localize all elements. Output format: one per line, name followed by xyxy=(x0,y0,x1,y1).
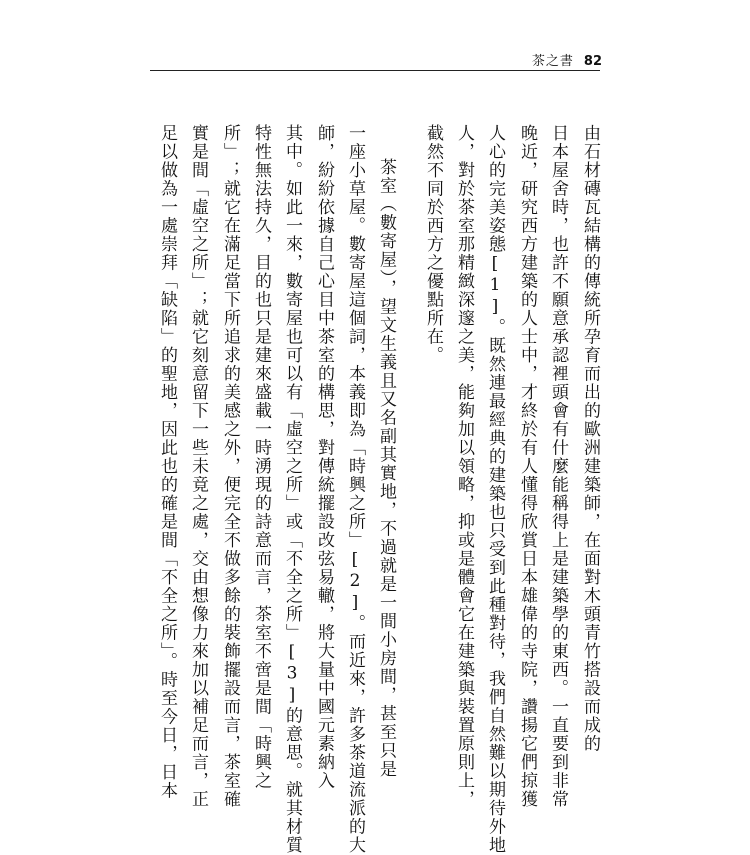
text-column-1: 由石材磚瓦結構的傳統所孕育而出的歐洲建築師，在面對木頭青竹搭設而成的 xyxy=(580,124,600,753)
text-column-6: 截然不同於西方之優點所在。 xyxy=(423,124,443,365)
text-column-3: 晚近，研究西方建築的人士中，才終於有人懂得欣賞日本雄偉的寺院，讚揚它們掠獲 xyxy=(517,124,537,809)
book-title: 茶之書 xyxy=(531,54,574,69)
text-column-13: 實是間「虛空之所」；就它刻意留下一些未竟之處，交由想像力來加以補足而言，正 xyxy=(188,124,208,809)
text-column-9: 師，紛紛依據自己心目中茶室的構思，對傳統擺設改弦易轍，將大量中國元素納入 xyxy=(314,124,334,790)
text-column-14: 足以做為一處崇拜「缺陷」的聖地，因此也的確是間「不全之所」。時至今日，日本 xyxy=(157,124,177,800)
text-column-8: 一座小草屋。數寄屋這個詞，本義即為「時興之所」[2]。而近來，許多茶道流派的大 xyxy=(345,124,365,855)
text-column-12: 所」；就它在滿足當下所追求的美感之外，便完全不做多餘的裝飾擺設而言，茶室確 xyxy=(220,124,240,809)
text-column-11: 特性無法持久，目的也只是建來盛載一時湧現的詩意而言，茶室不啻是間「時興之 xyxy=(251,124,271,790)
text-column-4: 人心的完美姿態[1]。既然連最經典的建築也只受到此種對待，我們自然難以期待外地 xyxy=(485,124,505,855)
header-rule xyxy=(150,70,600,71)
text-column-2: 日本屋舍時，也許不願意承認裡頭會有什麼能稱得上是建築學的東西。一直要到非常 xyxy=(548,124,568,809)
running-header xyxy=(532,50,602,69)
text-column-5: 人，對於茶室那精緻深邃之美，能夠加以領略，抑或是體會它在建築與裝置原則上， xyxy=(454,124,474,809)
text-column-7: 茶室（數寄屋），望文生義且又名副其實地，不過就是一間小房間，甚至只是 xyxy=(376,158,396,779)
text-column-10: 其中。如此一來，數寄屋也可以有「虛空之所」或「不全之所」[3]的意思。就其材質 xyxy=(282,124,302,855)
page-number: 82 xyxy=(583,54,602,69)
